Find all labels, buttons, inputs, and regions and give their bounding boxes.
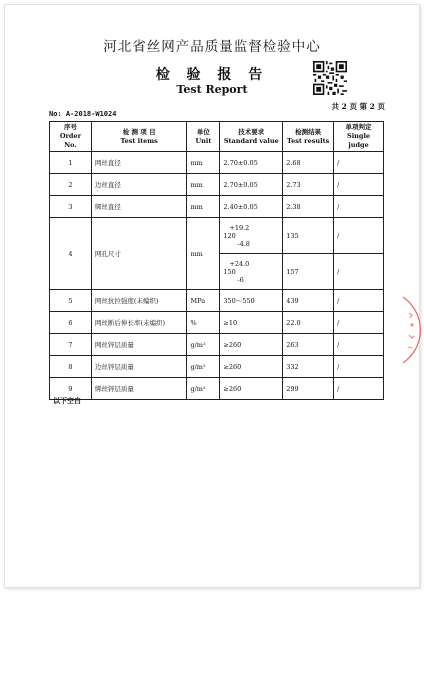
report-sheet xyxy=(4,4,420,588)
cell-result: 299 xyxy=(283,378,334,400)
cell-item: 边丝直径 xyxy=(91,174,187,196)
cell-standard: 350～550 xyxy=(220,290,283,312)
cell-judge: / xyxy=(334,152,384,174)
table-row xyxy=(50,334,384,356)
cell-item: 网丝直径 xyxy=(91,152,187,174)
cell-no: 8 xyxy=(50,356,92,378)
table-row xyxy=(50,152,384,174)
cell-result: 135 xyxy=(283,218,334,254)
cell-item: 网丝断后伸长率(未编织) xyxy=(91,312,187,334)
cell-no: 2 xyxy=(50,174,92,196)
col-header-order: 序号 Order No. xyxy=(50,122,92,152)
tolerance-upper: +19.2 xyxy=(229,223,250,232)
cell-standard: 2.40±0.05 xyxy=(220,196,283,218)
col-header-standard: 技术要求 Standard value xyxy=(220,122,283,152)
cell-item: 边丝锌层质量 xyxy=(91,356,187,378)
red-seal-stamp xyxy=(401,295,421,365)
institution-name: 河北省丝网产品质量监督检验中心 xyxy=(103,39,321,55)
cell-standard: ≥10 xyxy=(220,312,283,334)
cell-judge: / xyxy=(334,312,384,334)
table-row xyxy=(50,312,384,334)
cell-unit: mm xyxy=(187,152,220,174)
report-number: No: A-2018-W1024 xyxy=(49,110,117,118)
cell-no: 3 xyxy=(50,196,92,218)
cell-no: 4 xyxy=(50,218,92,290)
report-title-en: Test Report xyxy=(176,83,248,96)
cell-unit: g/m² xyxy=(187,356,220,378)
cell-no: 9 xyxy=(50,378,92,400)
cell-judge: / xyxy=(334,254,384,290)
cell-unit: mm xyxy=(187,196,220,218)
nominal-value: 120 xyxy=(223,231,236,240)
tolerance-lower: -4.8 xyxy=(237,239,250,248)
cell-result: 22.0 xyxy=(283,312,334,334)
cell-result: 439 xyxy=(283,290,334,312)
cell-judge: / xyxy=(334,174,384,196)
cell-result: 2.73 xyxy=(283,174,334,196)
col-header-judge: 单项判定 Single judge xyxy=(334,122,384,152)
cell-item: 网丝抗拉强度(未编织) xyxy=(91,290,187,312)
cell-result: 2.68 xyxy=(283,152,334,174)
cell-judge: / xyxy=(334,218,384,254)
cell-judge: / xyxy=(334,378,384,400)
cell-judge: / xyxy=(334,334,384,356)
qr-code-icon xyxy=(313,61,347,95)
cell-unit: % xyxy=(187,312,220,334)
end-note: 以下空白 xyxy=(53,396,81,405)
cell-item: 网丝锌层质量 xyxy=(91,334,187,356)
cell-standard: ≥260 xyxy=(220,334,283,356)
cell-unit: mm xyxy=(187,218,220,290)
tolerance-upper: +24.0 xyxy=(229,259,250,268)
cell-item: 绑丝锌层质量 xyxy=(91,378,187,400)
cell-result: 2.38 xyxy=(283,196,334,218)
cell-no: 1 xyxy=(50,152,92,174)
cell-unit: g/m² xyxy=(187,334,220,356)
cell-no: 5 xyxy=(50,290,92,312)
cell-judge: / xyxy=(334,196,384,218)
cell-standard xyxy=(220,218,283,254)
cell-item: 网孔尺寸 xyxy=(91,218,187,290)
table-row xyxy=(50,290,384,312)
cell-standard: 2.70±0.05 xyxy=(220,152,283,174)
cell-standard: ≥260 xyxy=(220,378,283,400)
col-header-unit: 单位 Unit xyxy=(187,122,220,152)
tolerance-lower: -6 xyxy=(237,275,244,284)
cell-result: 157 xyxy=(283,254,334,290)
table-row xyxy=(50,218,384,254)
table-header-row xyxy=(50,122,384,152)
cell-judge: / xyxy=(334,290,384,312)
cell-standard: 2.70±0.05 xyxy=(220,174,283,196)
col-header-items: 检 测 项 目 Test items xyxy=(91,122,187,152)
cell-result: 263 xyxy=(283,334,334,356)
table-row xyxy=(50,174,384,196)
page-info: 共 2 页 第 2 页 xyxy=(331,102,385,111)
cell-result: 332 xyxy=(283,356,334,378)
cell-unit: MPa xyxy=(187,290,220,312)
cell-no: 6 xyxy=(50,312,92,334)
cell-unit: mm xyxy=(187,174,220,196)
nominal-value: 150 xyxy=(223,267,236,276)
table-row xyxy=(50,196,384,218)
cell-no: 7 xyxy=(50,334,92,356)
cell-judge: / xyxy=(334,356,384,378)
table-row xyxy=(50,356,384,378)
test-results-table xyxy=(49,121,384,400)
report-title-cn: 检 验 报 告 xyxy=(155,67,269,83)
cell-standard xyxy=(220,254,283,290)
col-header-results: 检测结果 Test results xyxy=(283,122,334,152)
cell-unit: g/m² xyxy=(187,378,220,400)
table-row xyxy=(50,378,384,400)
cell-standard: ≥260 xyxy=(220,356,283,378)
cell-item: 绑丝直径 xyxy=(91,196,187,218)
